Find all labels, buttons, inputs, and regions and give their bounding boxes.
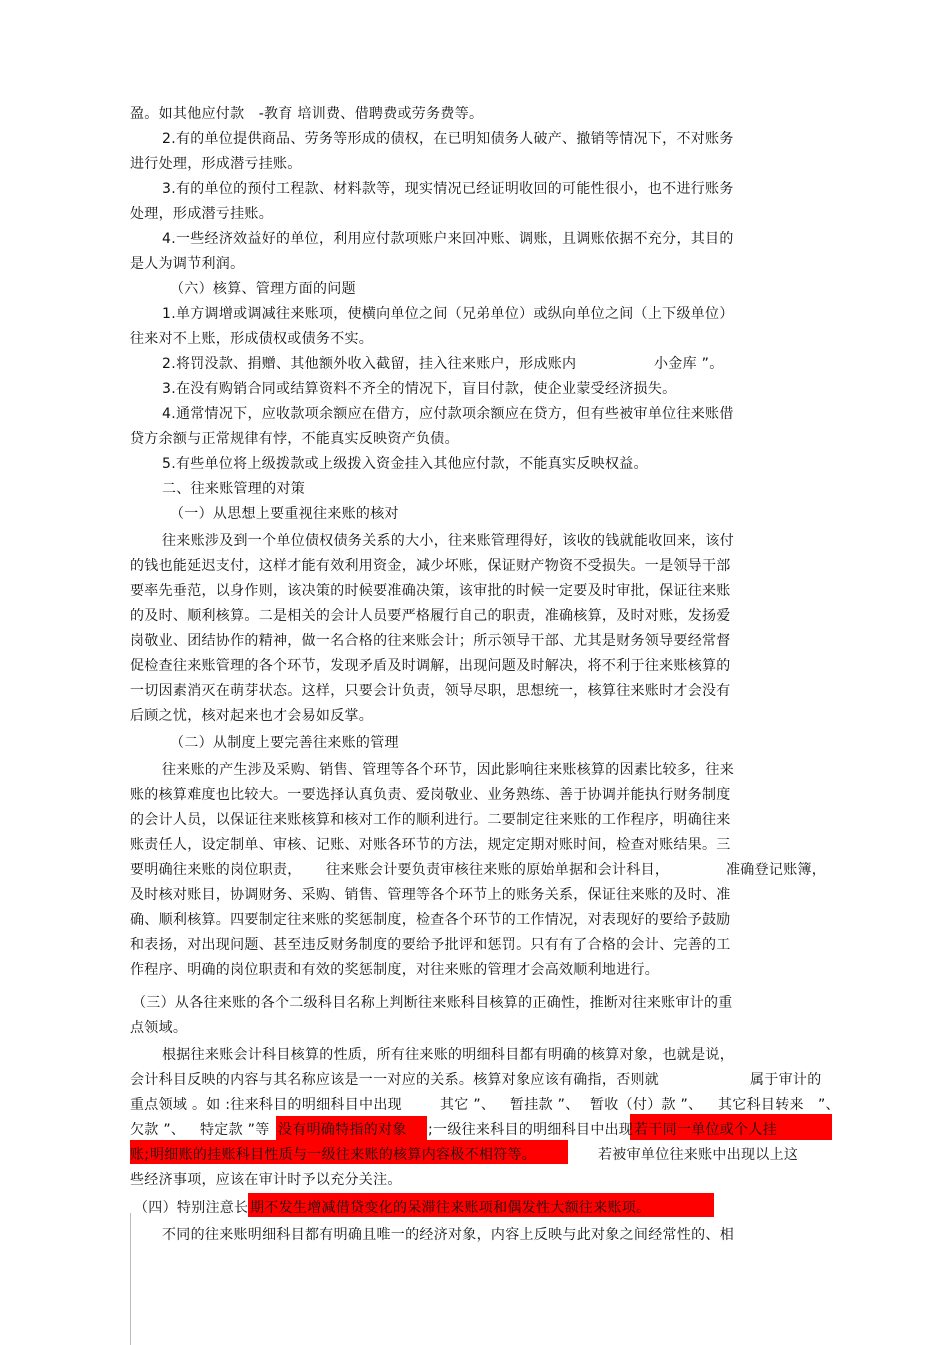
text-line: 往来对不上账，形成债权或债务不实。 xyxy=(130,331,374,347)
text-line: 欠款 ”、 xyxy=(130,1122,186,1138)
text-line: 属于审计的 xyxy=(750,1072,822,1088)
section-heading: （一）从思想上要重视往来账的核对 xyxy=(170,506,399,522)
text-line: 若被审单位往来账中出现以上这 xyxy=(598,1147,799,1163)
text-line: 根据往来账会计科目核算的性质，所有往来账的明细科目都有明确的核算对象，也就是说， xyxy=(162,1047,734,1063)
frame-rule xyxy=(130,1213,131,1345)
text-line: 确、顺利核算。四要制定往来账的奖惩制度，检查各个环节的工作情况，对表现好的要给予鼓励 xyxy=(130,912,731,928)
text-line: 促检查往来账管理的各个环节，发现矛盾及时调解，出现问题及时解决，将不利于往来账核算的 xyxy=(130,658,731,674)
text-line: 其它科目转来 xyxy=(718,1097,804,1113)
highlighted-text: 若干同一单位或个人挂 xyxy=(634,1122,777,1138)
text-line: 些经济事项，应该在审计时予以充分关注。 xyxy=(130,1172,402,1188)
text-line: 不同的往来账明细科目都有明确且唯一的经济对象，内容上反映与此对象之间经常性的、相 xyxy=(162,1227,734,1243)
text-line: 的及时、顺利核算。二是相关的会计人员要严格履行自己的职责，准确核算，及时对账，发扬爱 xyxy=(130,608,731,624)
text-line: 1.单方调增或调减往来账项，使横向单位之间（兄弟单位）或纵向单位之间（上下级单位） xyxy=(162,306,734,322)
text-line: 及时核对账目，协调财务、采购、销售、管理等各个环节上的账务关系，保证往来账的及时、准 xyxy=(130,887,731,903)
section-heading: （六）核算、管理方面的问题 xyxy=(170,281,356,297)
text-line: 往来账涉及到一个单位债权债务关系的大小，往来账管理得好，该收的钱就能收回来，该付 xyxy=(162,533,734,549)
text-line: ”、 xyxy=(818,1097,840,1113)
text-line: 往来账会计要负责审核往来账的原始单据和会计科目， xyxy=(326,862,670,878)
text-line: 的会计人员，以保证往来账核算和核对工作的顺利进行。二要制定往来账的工作程序，明确往来 xyxy=(130,812,731,828)
text-line: 和表扬，对出现问题、甚至违反财务制度的要给予批评和惩罚。只有有了合格的会计、完善的工 xyxy=(130,937,731,953)
text-line: 3.在没有购销合同或结算资料不齐全的情况下，盲目付款，使企业蒙受经济损失。 xyxy=(162,381,677,397)
text-line: 一切因素消灭在萌芽状态。这样，只要会计负责，领导尽职，思想统一，核算往来账时才会没有 xyxy=(130,683,731,699)
text-line: 进行处理，形成潜亏挂账。 xyxy=(130,156,302,172)
text-line: 2.将罚没款、捐赠、其他额外收入截留，挂入往来账户，形成账内 xyxy=(162,356,577,372)
text-line: 要明确往来账的岗位职责， xyxy=(130,862,302,878)
text-line: 盈。如其他应付款 -教育 培训费、借聘费或劳务费等。 xyxy=(130,106,484,122)
text-line: 准确登记账簿， xyxy=(726,862,827,878)
section-heading: （二）从制度上要完善往来账的管理 xyxy=(170,735,399,751)
text-line: 贷方余额与正常规律有悖，不能真实反映资产负债。 xyxy=(130,431,459,447)
text-line: 4.一些经济效益好的单位，利用应付款项账户来回冲账、调账，且调账依据不充分，其目的 xyxy=(162,231,734,247)
text-line: 后顾之忧，核对起来也才会易如反掌。 xyxy=(130,708,374,724)
text-line: ;一级往来科目的明细科目中出现 xyxy=(428,1122,634,1138)
text-line: 是人为调节利润。 xyxy=(130,256,245,272)
highlighted-text: 没有明确特指的对象 xyxy=(278,1122,407,1138)
text-line: 暂挂款 ”、 xyxy=(510,1097,580,1113)
text-line: 岗敬业、团结协作的精神，做一名合格的往来账会计；所示领导干部、尤其是财务领导要经常督 xyxy=(130,633,731,649)
text-line: 5.有些单位将上级拨款或上级拨入资金挂入其他应付款，不能真实反映权益。 xyxy=(162,456,648,472)
section-heading: 二、往来账管理的对策 xyxy=(162,481,305,497)
highlighted-text: 明细账的挂账科目性质与一级往来账的核算内容极不相符等。 xyxy=(150,1147,537,1163)
text-line: 3.有的单位的预付工程款、材料款等，现实情况已经证明收回的可能性很小，也不进行账务 xyxy=(162,181,734,197)
section-heading: （三）从各往来账的各个二级科目名称上判断往来账科目核算的正确性，推断对往来账审计的重 xyxy=(132,995,733,1011)
text-line: 小金库 ”。 xyxy=(654,356,724,372)
section-heading: 点领域。 xyxy=(130,1020,188,1036)
text-line: 2.有的单位提供商品、劳务等形成的债权，在已明知债务人破产、撤销等情况下，不对账务 xyxy=(162,131,734,147)
text-line: 要率先垂范，以身作则，该决策的时候要准确决策，该审批的时候一定要及时审批，保证往来账 xyxy=(130,583,731,599)
text-line: 账的核算难度也比较大。一要选择认真负责、爱岗敬业、业务熟练、善于协调并能执行财务制度 xyxy=(130,787,731,803)
text-line: 其它 ”、 xyxy=(440,1097,496,1113)
text-line: 暂收（付）款 ”、 xyxy=(590,1097,703,1113)
text-line: 特定款 ”等 xyxy=(200,1122,270,1138)
text-line: 4.通常情况下，应收款项余额应在借方，应付款项余额应在贷方，但有些被审单位往来账借 xyxy=(162,406,734,422)
text-line: 重点领域 。如 :往来科目的明细科目中出现 xyxy=(130,1097,402,1113)
text-line: 账责任人，设定制单、审核、记账、对账各环节的方法，规定定期对账时间，检查对账结果。三 xyxy=(130,837,731,853)
text-line: 会计科目反映的内容与其名称应该是一一对应的关系。核算对象应该有确指，否则就 xyxy=(130,1072,660,1088)
text-line: 作程序、明确的岗位职责和有效的奖惩制度，对往来账的管理才会高效顺利地进行。 xyxy=(130,962,660,978)
highlighted-text: 期不发生增减借贷变化的呆滞往来账项和偶发性大额往来账项。 xyxy=(250,1200,651,1216)
section-heading: （四）特别注意长 xyxy=(134,1200,249,1216)
text-line: 的钱也能延迟支付，这样才能有效利用资金，减少坏账，保证财产物资不受损失。一是领导干部 xyxy=(130,558,731,574)
text-line: 处理，形成潜亏挂账。 xyxy=(130,206,273,222)
highlighted-text: 账; xyxy=(130,1147,150,1163)
text-line: 往来账的产生涉及采购、销售、管理等各个环节，因此影响往来账核算的因素比较多，往来 xyxy=(162,762,734,778)
